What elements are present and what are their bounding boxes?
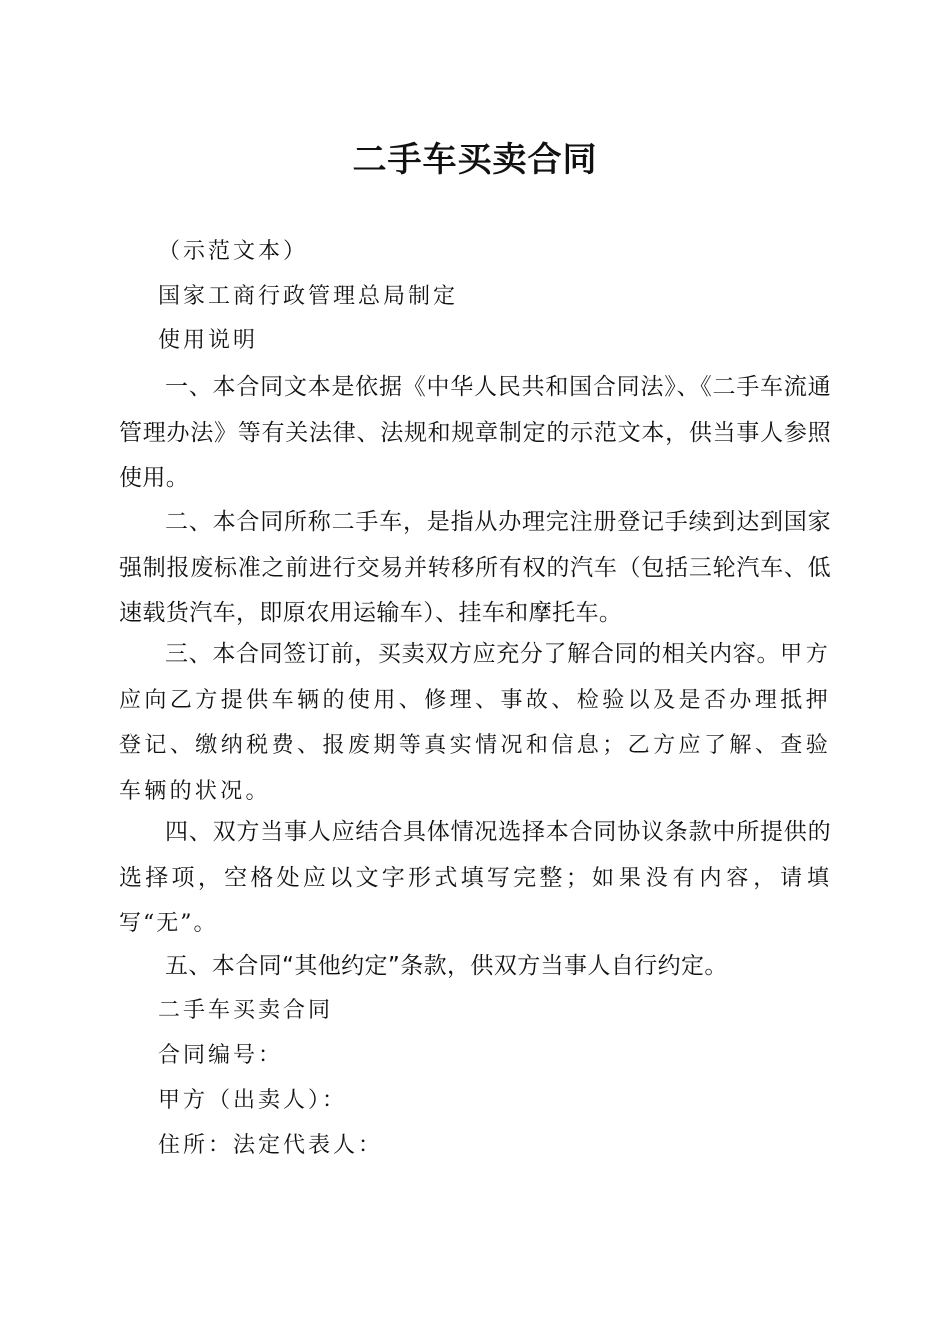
instruction-paragraph-3 <box>119 632 831 815</box>
document-title: 二手车买卖合同 <box>352 140 598 180</box>
instruction-paragraph-2 <box>119 500 831 637</box>
contract-number-line: 合同编号： <box>158 1043 284 1068</box>
instructions-heading: 使用说明 <box>158 328 259 353</box>
sample-text-label: （示范文本） <box>158 239 309 264</box>
contract-title-line: 二手车买卖合同 <box>158 998 334 1023</box>
instruction-paragraph-4-continuation: 如果没有内容，请填写“无”。 <box>119 865 831 937</box>
instruction-paragraph-1 <box>119 365 831 502</box>
instruction-paragraph-5-text: 五、本合同“其他约定”条款，供双方当事人自行约定。 <box>165 953 728 979</box>
instruction-paragraph-4 <box>119 810 831 947</box>
address-representative-line: 住所：法定代表人： <box>158 1133 384 1158</box>
instruction-paragraph-1-text: 一、本合同文本是依据《中华人民共和国合同法》、《二手车流通管理办法》等有关法律、法规和规章制定的示范文本，供当事人参照使用。 <box>119 374 831 492</box>
instruction-paragraph-3-text: 三、本合同签订前，买卖双方应充分了解合同的相关内容。 <box>165 641 781 667</box>
instruction-paragraph-2-text: 二、本合同所称二手车，是指从办理完注册登记手续到达到国家强制报废标准之前进行交易并转移所有权的汽车（包括三轮汽车、低速载货汽车，即原农用运输车）、挂车和摩托车。 <box>119 509 831 627</box>
instruction-paragraph-4-text: 四、双方当事人应结合具体情况选择本合同协议条款中所提供的选择项，空格处应以文字形式填写完整； <box>119 819 831 891</box>
instruction-paragraph-5 <box>119 944 831 990</box>
party-a-line: 甲方（出卖人）： <box>158 1088 348 1113</box>
instruction-paragraph-3-continuation: 甲方应向乙方提供车辆的使用、修理、事故、检验以及是否办理抵押登记、缴纳税费、报废期等真实情况和信息；乙方应了解、查验车辆的状况。 <box>119 642 831 805</box>
issuer-line: 国家工商行政管理总局制定 <box>158 284 459 309</box>
